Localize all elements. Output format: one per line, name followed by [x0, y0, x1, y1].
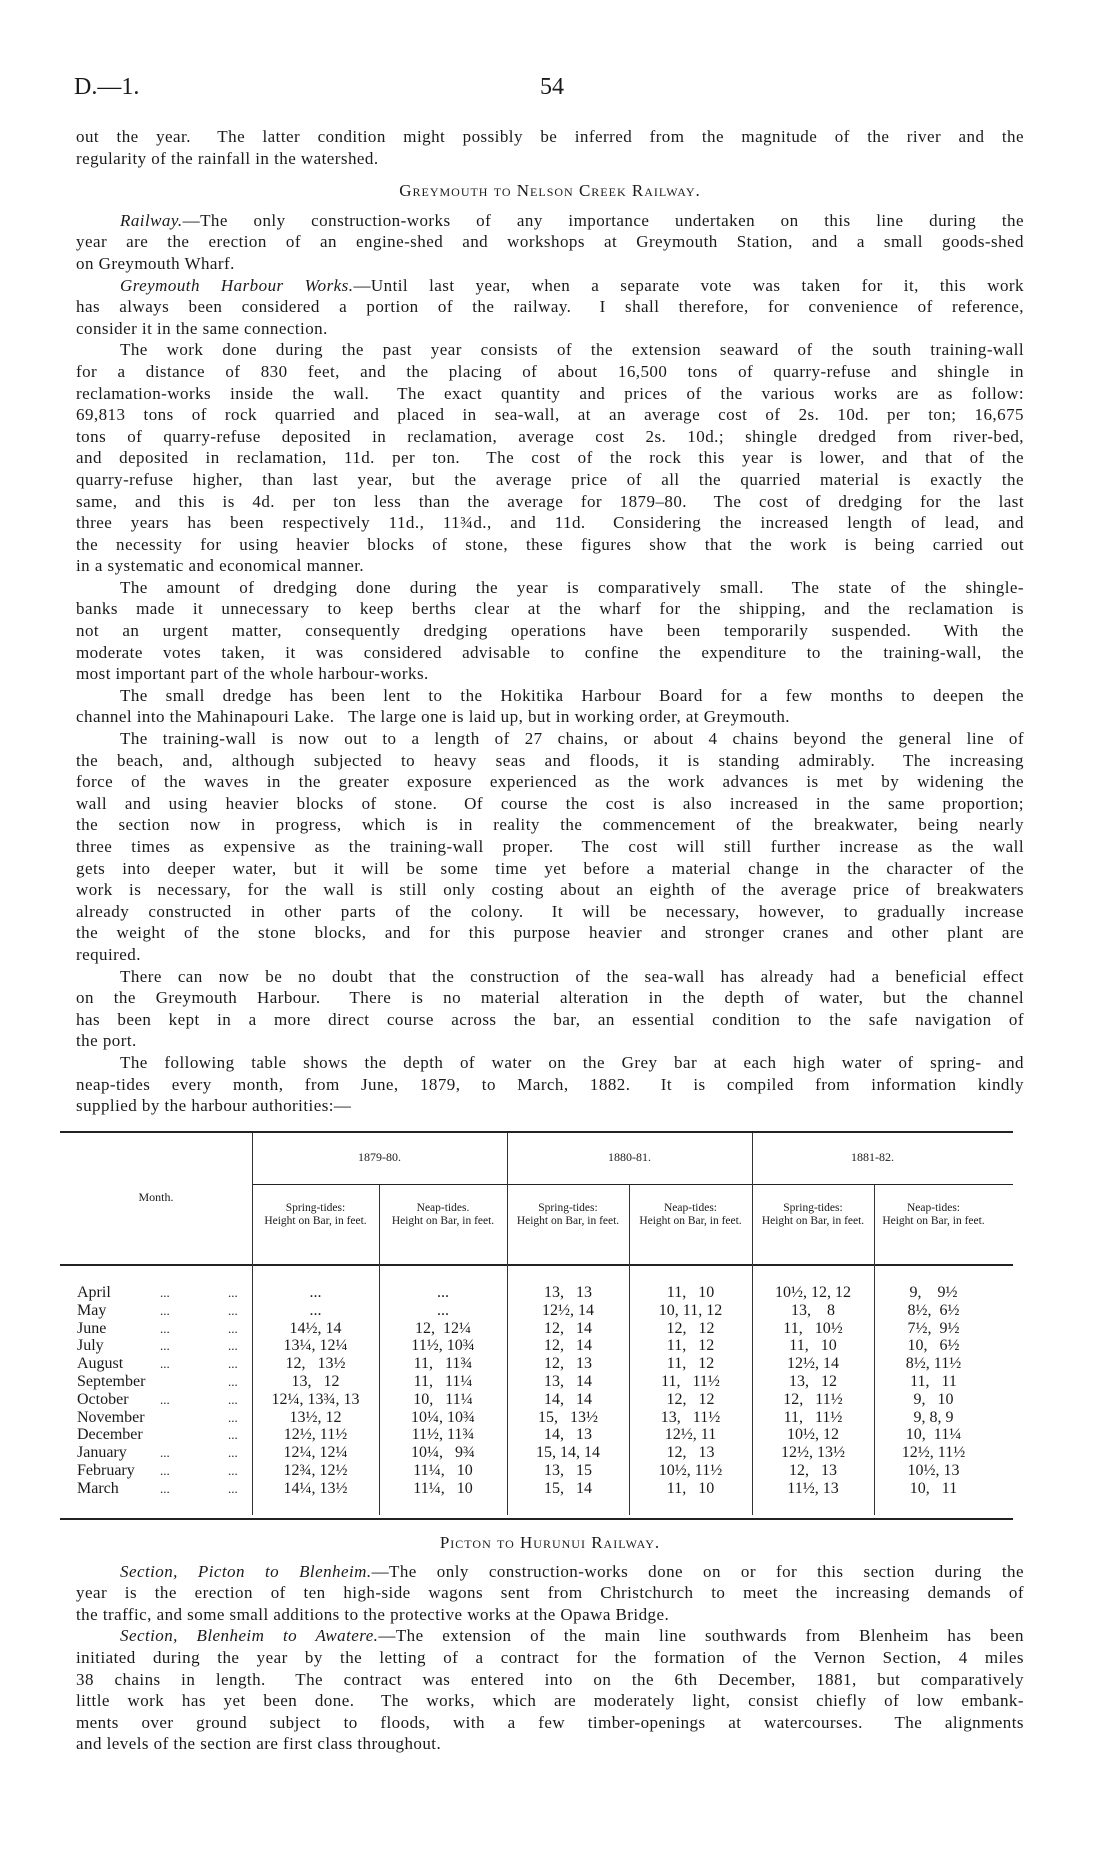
tide-depth-table	[60, 1130, 1013, 1522]
table-cell: 11¼, 10	[413, 1462, 473, 1479]
text-line: year is the erection of ten high-side wagons sent from Christchurch to meet the increasing demands of	[76, 1583, 1024, 1603]
text-line: on Greymouth Wharf.	[76, 253, 235, 273]
text-line: three times as expensive as the training-wall proper. The cost will still further increase as the wall	[76, 837, 1024, 856]
page-number: 54	[540, 74, 564, 100]
table-cell: 13, 12	[789, 1373, 837, 1390]
month-label: September	[77, 1373, 146, 1390]
month-label: May	[77, 1301, 107, 1319]
text-line: The training-wall is now out to a length of 27 chains, or about 4 chains beyond the general line of	[120, 729, 1024, 749]
month-column-header: Month.	[138, 1190, 174, 1204]
column-header	[631, 1202, 750, 1252]
column-header	[381, 1202, 505, 1252]
table-cell: 11, 12	[666, 1355, 715, 1373]
table-top-rule	[60, 1131, 1013, 1133]
table-cell: 13, 11½	[660, 1408, 721, 1426]
table-cell: 12½, 14	[787, 1355, 839, 1373]
column-header	[509, 1202, 627, 1252]
leader-dots: ...	[160, 1391, 170, 1407]
table-cell: 11, 10	[666, 1284, 715, 1301]
table-cell: 11½, 10¾	[411, 1337, 475, 1355]
month-label: February	[77, 1462, 135, 1479]
text-line: most important part of the whole harbour-works.	[76, 664, 429, 684]
text-line: little work has yet been done. The works, which are moderately light, consist chiefly of low embank-	[76, 1691, 1024, 1711]
text-line: out the year. The latter condition might possibly be inferred from the magnitude of the river and the	[76, 127, 1024, 146]
text-line: same, and this is 4d. per ton less than the average for 1879–80. The cost of dredging for the last	[76, 491, 1024, 511]
table-cell: 10, 11, 12	[658, 1301, 723, 1319]
table-cell: 15, 14, 14	[536, 1444, 600, 1462]
table-cell: ...	[437, 1284, 449, 1301]
table-cell: 12½, 14	[542, 1301, 594, 1319]
month-label: October	[77, 1390, 129, 1408]
year-header: 1879-80.	[358, 1150, 401, 1164]
text-line: regularity of the rainfall in the watershed.	[76, 148, 379, 168]
leader-dots: ...	[228, 1338, 238, 1354]
text-line: already constructed in other parts of the colony. It will be necessary, however, to gradually increase	[76, 901, 1024, 921]
text-line: gets into deeper water, but it will be some time yet before a material change in the character of the	[76, 858, 1024, 878]
table-cell: 10, 6½	[907, 1337, 960, 1355]
text-line: and deposited in reclamation, 11d. per ton. The cost of the rock this year is lower, and that of the	[76, 448, 1024, 468]
table-cell: 11, 11½	[661, 1373, 720, 1390]
column-header	[876, 1202, 991, 1252]
year-divider-rule	[252, 1184, 1013, 1185]
table-cell: 12, 14	[544, 1337, 592, 1355]
table-cell: 15, 13½	[538, 1408, 598, 1426]
column-header-subtitle: Height on Bar, in feet.	[639, 1215, 742, 1227]
table-cell: 13, 12	[291, 1373, 340, 1390]
table-cell: 12, 12	[666, 1390, 715, 1408]
table-cell: 12, 11½	[783, 1390, 843, 1408]
month-label: August	[77, 1355, 124, 1373]
table-cell: 10½, 13	[907, 1462, 960, 1479]
table-cell: 13, 13	[544, 1284, 592, 1301]
leader-dots: ...	[228, 1391, 238, 1407]
table-cell: 10, 11	[909, 1479, 958, 1497]
paragraph	[76, 966, 1024, 1052]
leader-dots: ...	[228, 1427, 238, 1443]
table-cell: 13, 15	[544, 1462, 592, 1479]
table-cell: 12¼, 12¼	[283, 1444, 348, 1462]
text-line: the weight of the stone blocks, and for this purpose heavier and stronger cranes and other plant are	[76, 923, 1024, 943]
column-header	[754, 1202, 872, 1252]
table-cell: 11½, 11¾	[411, 1426, 475, 1444]
column-header	[254, 1202, 377, 1252]
text-line: initiated during the year by the letting of a contract for the formation of the Vernon Section, 4 miles	[76, 1648, 1024, 1668]
leader-dots: ...	[228, 1445, 238, 1461]
text-line: neap-tides every month, from June, 1879, to March, 1882. It is compiled from information kindly	[76, 1074, 1024, 1094]
leader-dots: ...	[228, 1356, 238, 1372]
column-header-title: Spring-tides:	[783, 1202, 843, 1214]
section-heading-greymouth: Greymouth to Nelson Creek Railway.	[399, 181, 701, 201]
text-line: for a distance of 830 feet, and the placing of about 16,500 tons of quarry-refuse and shingle in	[76, 361, 1024, 381]
table-cell: 14, 14	[544, 1390, 592, 1408]
paragraph	[76, 577, 1024, 685]
text-line: Section, Blenheim to Awatere.—The extension of the main line southwards from Blenheim has been	[120, 1626, 1024, 1646]
document-code: D.—1.	[74, 74, 140, 100]
table-cell: 14, 13	[544, 1426, 592, 1444]
table-cell: 10¼, 9¾	[411, 1444, 475, 1462]
table-cell: 11, 11¾	[413, 1355, 473, 1373]
text-line: supplied by the harbour authorities:—	[76, 1096, 352, 1116]
paragraph-lead: Railway.	[120, 210, 183, 230]
text-line: There can now be no doubt that the construction of the sea-wall has already had a beneficial effect	[120, 966, 1024, 986]
paragraph	[76, 210, 1024, 275]
leader-dots: ...	[228, 1285, 238, 1300]
month-label: July	[77, 1337, 104, 1355]
text-line: has been kept in a more direct course across the bar, an essential condition to the safe navigation of	[76, 1009, 1024, 1029]
text-line: year are the erection of an engine-shed and workshops at Greymouth Station, and a small goods-shed	[76, 232, 1024, 252]
year-header: 1880-81.	[608, 1150, 651, 1164]
table-cell: 13, 8	[791, 1301, 835, 1319]
table-cell: 12, 13½	[285, 1355, 346, 1373]
paragraph	[76, 339, 1024, 577]
month-label: June	[77, 1319, 107, 1337]
leader-dots: ...	[228, 1302, 238, 1318]
text-line: and levels of the section are first class throughout.	[76, 1734, 442, 1754]
table-bottom-rule	[60, 1518, 1013, 1520]
table-cell: 13¼, 12¼	[283, 1337, 348, 1355]
month-label: April	[77, 1284, 111, 1301]
text-line: the section now in progress, which is in reality the commencement of the breakwater, being nearly	[76, 815, 1024, 835]
table-cell: 12¾, 12½	[283, 1462, 348, 1479]
section-heading-picton: Picton to Hurunui Railway.	[439, 1533, 661, 1552]
column-header-title: Neap-tides:	[663, 1202, 717, 1214]
text-line: work is necessary, for the wall is still only costing about an eighth of the average price of breakwaters	[76, 880, 1024, 900]
table-cell: 12, 12	[666, 1319, 715, 1337]
text-line: reclamation-works inside the wall. The exact quantity and prices of the various works are as follow:	[76, 383, 1024, 403]
leader-dots: ...	[160, 1320, 170, 1336]
text-line: The following table shows the depth of water on the Grey bar at each high water of spring- and	[120, 1052, 1024, 1072]
column-header-title: Spring-tides:	[285, 1202, 346, 1214]
text-line: required.	[76, 944, 141, 964]
paragraph-lead: Section, Blenheim to Awatere.	[120, 1626, 379, 1646]
table-cell: 9, 9½	[909, 1284, 958, 1301]
table-cell: 11, 12	[666, 1337, 715, 1355]
table-cell: 11¼, 10	[413, 1479, 473, 1497]
table-cell: 7½, 9½	[907, 1319, 960, 1337]
table-cell: 10, 11¼	[905, 1426, 962, 1444]
leader-dots: ...	[228, 1409, 238, 1425]
column-header-title: Neap-tides:	[906, 1202, 960, 1214]
table-cell: 11, 10½	[783, 1319, 843, 1337]
text-line: 38 chains in length. The contract was entered into on the 6th December, 1881, but comparatively	[76, 1669, 1024, 1689]
text-line: moderate votes taken, it was considered advisable to confine the expenditure to the training-wall, the	[76, 642, 1024, 662]
table-cell: 13½, 12	[289, 1408, 342, 1426]
text-line: The amount of dredging done during the year is comparatively small. The state of the shingle-	[120, 577, 1024, 597]
column-header-title: Neap-tides.	[416, 1202, 470, 1214]
year-header: 1881-82.	[851, 1150, 894, 1164]
text-line: Railway.—The only construction-works of any importance undertaken on this line during the	[120, 210, 1024, 230]
text-line: banks made it unnecessary to keep berths clear at the wharf for the shipping, and the reclamation is	[76, 599, 1024, 619]
table-cell: 10½, 12, 12	[775, 1284, 851, 1301]
text-line: wall and using heavier blocks of stone. Of course the cost is also increased in the same proportion;	[76, 793, 1024, 813]
paragraph	[76, 1625, 1024, 1755]
table-cell: 10½, 12	[787, 1426, 839, 1444]
table-cell: 14½, 14	[289, 1319, 342, 1337]
paragraph-group	[76, 126, 1024, 169]
table-cell: 8½, 6½	[907, 1301, 960, 1319]
table-cell: ...	[309, 1301, 322, 1319]
table-cell: 13, 14	[544, 1373, 592, 1390]
table-cell: 11½, 13	[787, 1479, 839, 1497]
text-line: the necessity for using heavier blocks of stone, these figures show that the work is being carried out	[76, 534, 1024, 554]
table-cell: 12, 12¼	[415, 1319, 471, 1337]
leader-dots: ...	[228, 1480, 238, 1496]
paragraph	[76, 685, 1024, 728]
paragraph	[76, 728, 1024, 966]
column-header-title: Spring-tides:	[538, 1202, 598, 1214]
leader-dots: ...	[160, 1338, 170, 1354]
table-cell: 12, 13	[666, 1444, 715, 1462]
text-line: Greymouth Harbour Works.—Until last year, when a separate vote was taken for it, this work	[120, 275, 1024, 295]
text-line: 69,813 tons of rock quarried and placed in sea-wall, at an average cost of 2s. 10d. per ton; 16,675	[76, 405, 1024, 425]
column-header-subtitle: Height on Bar, in feet.	[761, 1215, 865, 1227]
table-cell: 10, 11¼	[413, 1390, 473, 1408]
text-line: in a systematic and economical manner.	[76, 556, 365, 576]
table-cell: 12, 14	[544, 1319, 592, 1337]
table-cell: 8½, 11½	[905, 1355, 962, 1373]
paragraph	[76, 126, 1024, 169]
text-line: channel into the Mahinapouri Lake. The large one is laid up, but in working order, at Greymouth.	[76, 707, 790, 727]
paragraph	[76, 1052, 1024, 1117]
table-cell: 9, 8, 9	[913, 1408, 954, 1426]
table-cell: 12½, 13½	[781, 1444, 845, 1462]
table-cell: 15, 14	[544, 1479, 592, 1497]
column-header-subtitle: Height on Bar, in feet.	[264, 1215, 367, 1227]
table-cell: 11, 10	[789, 1337, 837, 1355]
month-label: March	[77, 1479, 119, 1497]
paragraph	[76, 275, 1024, 340]
text-line: Section, Picton to Blenheim.—The only construction-works done on or for this section during the	[120, 1561, 1024, 1581]
table-cell: ...	[437, 1301, 449, 1319]
body-text-lower	[76, 1532, 1024, 1755]
text-line: the traffic, and some small additions to the protective works at the Opawa Bridge.	[76, 1604, 670, 1624]
column-header-subtitle: Height on Bar, in feet.	[516, 1215, 620, 1227]
column-header-subtitle: Height on Bar, in feet.	[882, 1215, 985, 1227]
table-cell: 9, 10	[913, 1390, 954, 1408]
leader-dots: ...	[160, 1302, 170, 1318]
text-line: the port.	[76, 1031, 137, 1051]
paragraph-lead: Greymouth Harbour Works.	[120, 275, 354, 295]
text-line: The work done during the past year consists of the extension seaward of the south training-wall	[120, 340, 1024, 360]
text-line: consider it in the same connection.	[76, 318, 328, 338]
column-header-subtitle: Height on Bar, in feet.	[391, 1215, 495, 1227]
header-bottom-rule	[60, 1264, 1013, 1266]
leader-dots: ...	[228, 1463, 238, 1478]
table-cell: 12, 13	[789, 1462, 837, 1479]
leader-dots: ...	[160, 1285, 170, 1300]
table-cell: 10¼, 10¾	[411, 1408, 475, 1426]
month-label: November	[77, 1408, 145, 1426]
table-cell: 12, 13	[544, 1355, 592, 1373]
body-text-upper	[76, 126, 1024, 1117]
text-line: The small dredge has been lent to the Hokitika Harbour Board for a few months to deepen the	[120, 685, 1024, 705]
leader-dots: ...	[160, 1463, 170, 1478]
table-cell: 11, 11	[910, 1373, 957, 1390]
paragraph	[76, 1561, 1024, 1626]
leader-dots: ...	[160, 1356, 170, 1372]
text-line: force of the waves in the greater exposure experienced as the work advances is met by widening the	[76, 772, 1024, 792]
table-cell: 12½, 11½	[283, 1426, 348, 1444]
table-cell: 10½, 11½	[658, 1462, 723, 1479]
table-cell: 14¼, 13½	[283, 1479, 348, 1497]
leader-dots: ...	[228, 1374, 238, 1389]
month-label: January	[77, 1444, 127, 1462]
leader-dots: ...	[160, 1480, 170, 1496]
text-line: three years has been respectively 11d., 11¾d., and 11d. Considering the increased length of lead, and	[76, 513, 1024, 533]
text-line: not an urgent matter, consequently dredging operations have been temporarily suspended. With the	[76, 621, 1024, 641]
month-label: December	[77, 1426, 143, 1444]
table-cell: 11, 10	[666, 1479, 715, 1497]
leader-dots: ...	[228, 1320, 238, 1336]
text-line: has always been considered a portion of the railway. I shall therefore, for convenience of reference,	[76, 297, 1024, 317]
paragraph-group	[76, 1561, 1024, 1755]
text-line: ments over ground subject to floods, with a few timber-openings at watercourses. The alignments	[76, 1712, 1024, 1732]
paragraph-lead: Section, Picton to Blenheim.	[120, 1561, 372, 1581]
table-cell: 12½, 11½	[901, 1444, 966, 1462]
table-cell: 11, 11½	[783, 1408, 843, 1426]
table-cell: 12¼, 13¾, 13	[271, 1390, 360, 1408]
text-line: tons of quarry-refuse deposited in reclamation, average cost 2s. 10d.; shingle dredged from river-bed,	[76, 426, 1024, 446]
table-cell: 11, 11¼	[413, 1373, 473, 1390]
text-line: on the Greymouth Harbour. There is no material alteration in the depth of water, but the channel	[76, 988, 1024, 1008]
text-line: quarry-refuse higher, than last year, but the average price of all the quarried material is exactly the	[76, 469, 1024, 489]
leader-dots: ...	[160, 1445, 170, 1461]
text-line: the beach, and, although subjected to heavy seas and floods, it is standing admirably. The increasing	[76, 750, 1024, 770]
table-cell: 12½, 11	[664, 1426, 717, 1444]
table-cell: ...	[309, 1284, 322, 1301]
paragraph-group	[76, 210, 1024, 1117]
